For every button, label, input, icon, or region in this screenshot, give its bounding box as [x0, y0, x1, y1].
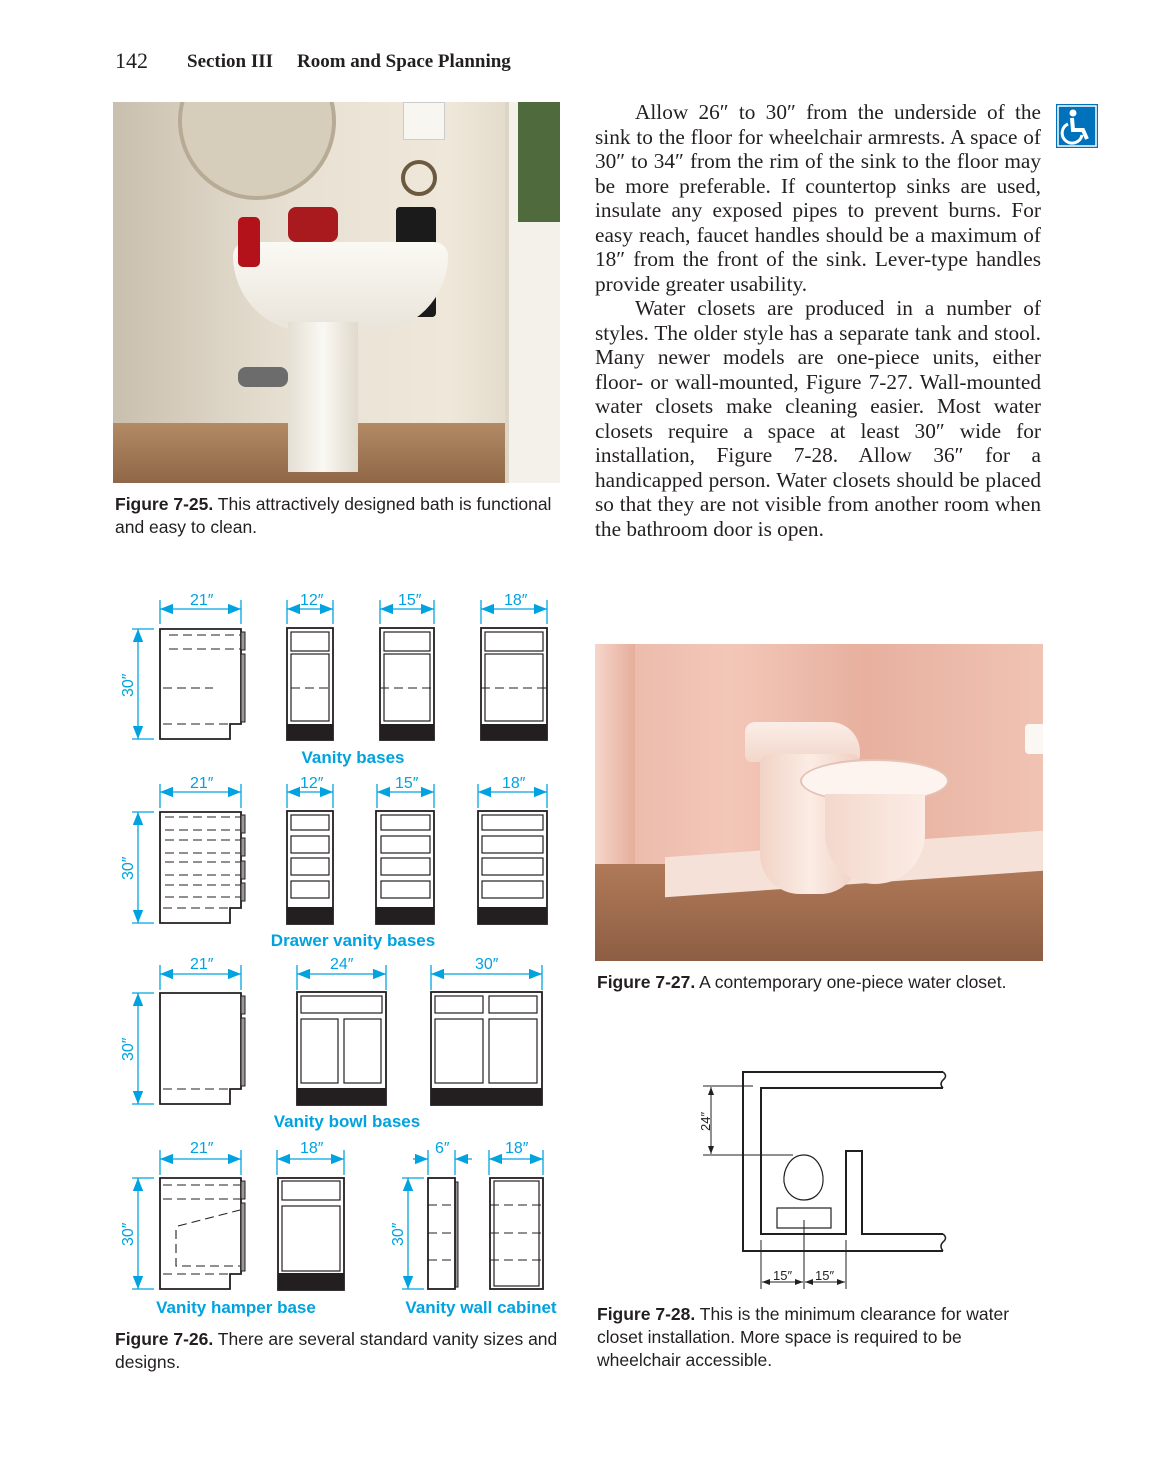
left-clearance-label: 15″ — [773, 1268, 793, 1283]
width-label: 18″ — [505, 1140, 529, 1157]
width-label: 21″ — [190, 592, 214, 609]
figure-7-26-caption — [115, 1328, 565, 1374]
group-label: Vanity bowl bases — [273, 1112, 421, 1131]
section-label: Section III — [187, 51, 274, 72]
group-label: Drawer vanity bases — [270, 931, 436, 950]
figure-7-27-caption — [597, 971, 1037, 994]
height-label: 30″ — [390, 1222, 407, 1246]
figure-label: Figure 7-28. — [597, 1304, 696, 1324]
figure-7-28-caption — [597, 1303, 1037, 1372]
group-label: Vanity hamper base — [156, 1298, 316, 1317]
outer-wall — [743, 1072, 943, 1251]
height-label: 30″ — [120, 673, 137, 697]
width-label: 12″ — [300, 775, 324, 792]
width-label: 12″ — [300, 592, 324, 609]
caption-text: A contemporary one-piece water closet. — [699, 972, 1007, 992]
group-label: Vanity bases — [301, 748, 405, 767]
depth-label: 24″ — [698, 1111, 713, 1131]
width-label: 21″ — [190, 956, 214, 973]
figure-label: Figure 7-26. — [115, 1329, 214, 1349]
width-label: 18″ — [504, 592, 528, 609]
width-label: 24″ — [330, 956, 354, 973]
caption-text: There are several standard vanity sizes and designs. — [115, 1329, 558, 1372]
paragraph: Allow 26″ to 30″ from the underside of the sink to the floor for wheelchair armrests. A space of 30″ to 34″ from the rim of the sink to the floor may be more preferable. If countertop sinks are used, insulate any exposed pipes to prevent burns. For easy reach, faucet handles should be a maximum of 18″ from the front of the sink. Lever-type handles provide greater usability. — [595, 100, 1041, 296]
width-label: 15″ — [395, 775, 419, 792]
toilet-bowl-icon — [784, 1155, 823, 1200]
group-label: Vanity wall cabinet — [405, 1298, 557, 1317]
height-label: 30″ — [120, 856, 137, 880]
width-label: 15″ — [398, 592, 422, 609]
width-label: 18″ — [502, 775, 526, 792]
right-clearance-label: 15″ — [815, 1268, 835, 1283]
page-number: 142 — [115, 48, 148, 73]
height-label: 30″ — [120, 1222, 137, 1246]
caption-text: This is the minimum clearance for water closet installation. More space is required to be wheelchair accessible. — [597, 1304, 1010, 1370]
section-title: Room and Space Planning — [297, 51, 511, 72]
inner-wall — [761, 1088, 943, 1234]
width-label: 21″ — [190, 775, 214, 792]
width-label: 21″ — [190, 1140, 214, 1157]
width-label: 6″ — [435, 1140, 450, 1157]
height-label: 30″ — [120, 1037, 137, 1061]
figure-label: Figure 7-25. — [115, 494, 214, 514]
water-closet-clearance-diagram — [680, 1060, 960, 1290]
water-closet-photo — [595, 644, 1043, 961]
figure-label: Figure 7-27. — [597, 972, 696, 992]
break-lines — [941, 1072, 946, 1251]
paragraph: Water closets are produced in a number of styles. The older style has a separate tank and stool. Many newer models are one-piece units, either floor- or wall-mounted, Figure 7-27. Wall-mounted water closets make cleaning easier. Most water closets require a space at least 30″ wide for installation, Figure 7-28. Allow 36″ for a handicapped person. Water closets should be placed so that they are not visible from another room when the bathroom door is open. — [595, 296, 1041, 541]
width-label: 30″ — [475, 956, 499, 973]
caption-text: This attractively designed bath is functional and easy to clean. — [115, 494, 552, 537]
width-label: 18″ — [300, 1140, 324, 1157]
